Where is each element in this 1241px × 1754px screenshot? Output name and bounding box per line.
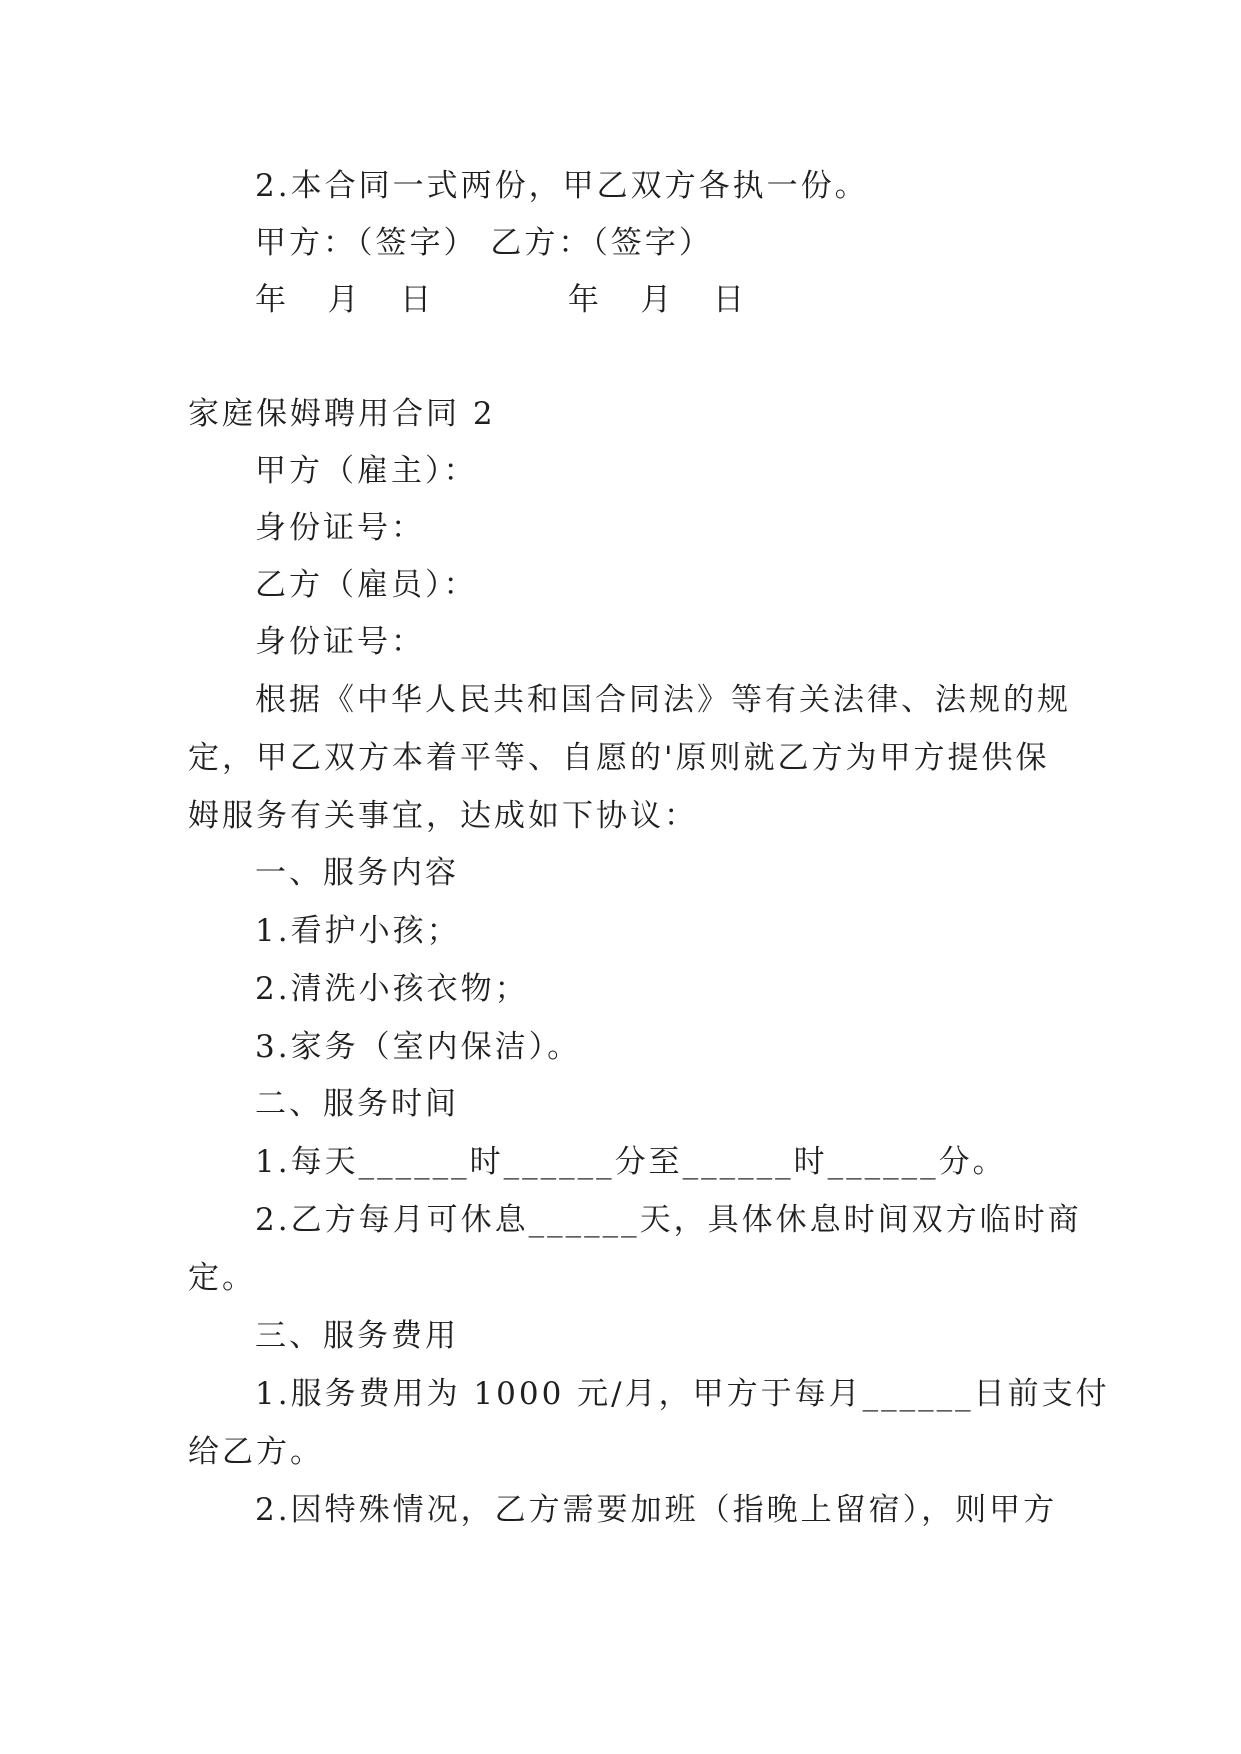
party-b-id-line: 身份证号：: [255, 624, 425, 660]
signature-date-line: [255, 280, 747, 320]
party-a-date: 年 月 日: [255, 282, 435, 318]
service-item-2: 2.清洗小孩衣物；: [255, 971, 529, 1007]
party-a-id-line: 身份证号：: [255, 510, 425, 546]
preamble-line-3: 姆服务有关事宜，达成如下协议：: [188, 798, 698, 834]
service-time-2: 2.乙方每月可休息______天，具体休息时间双方临时商: [255, 1202, 1082, 1238]
party-b-line: 乙方（雇员）：: [255, 567, 478, 603]
contract-title: 家庭保姆聘用合同 2: [188, 396, 496, 432]
preamble-line-2: 定，甲乙双方本着平等、自愿的'原则就乙方为甲方提供保: [188, 740, 1050, 776]
section-heading-1: 一、服务内容: [255, 855, 459, 891]
section-heading-3: 三、服务费用: [255, 1318, 459, 1354]
section-heading-2: 二、服务时间: [255, 1086, 459, 1122]
service-item-3: 3.家务（室内保洁）。: [255, 1029, 582, 1065]
party-a-line: 甲方（雇主）：: [255, 453, 478, 489]
service-time-1: 1.每天______时______分至______时______分。: [255, 1144, 1007, 1180]
service-fee-1: 1.服务费用为 1000 元/月，甲方于每月______日前支付: [255, 1376, 1110, 1412]
contract-copies-clause: 2.本合同一式两份，甲乙双方各执一份。: [255, 168, 869, 204]
signature-line: 甲方：（签字） 乙方：（签字）: [255, 225, 713, 261]
service-fee-1-cont: 给乙方。: [188, 1434, 324, 1470]
service-fee-2: 2.因特殊情况，乙方需要加班（指晚上留宿），则甲方: [255, 1492, 1058, 1528]
preamble-line-1: 根据《中华人民共和国合同法》等有关法律、法规的规: [255, 682, 1071, 718]
party-b-date: 年 月 日: [567, 282, 747, 318]
service-time-2-cont: 定。: [188, 1260, 256, 1296]
service-item-1: 1.看护小孩；: [255, 913, 461, 949]
